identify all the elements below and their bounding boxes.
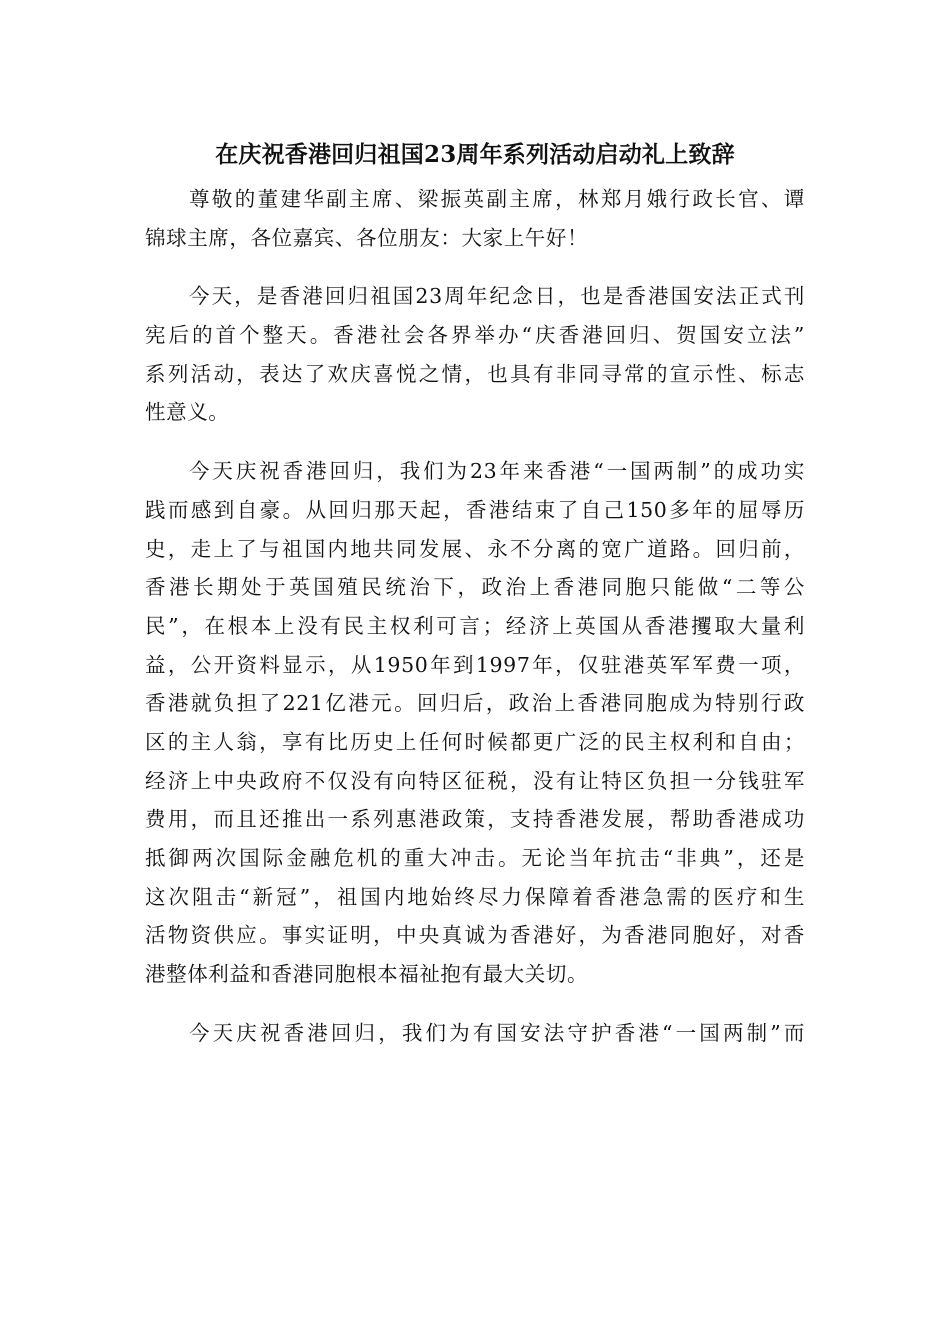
text-line: 经济上中央政府不仅没有向特区征税，没有让特区负担一分钱驻军 <box>145 768 805 793</box>
text-line: 港整体利益和香港同胞根本福祉抱有最大关切。 <box>145 962 589 987</box>
text-line: 践而感到自豪。从回归那天起，香港结束了自己150多年的屈辱历 <box>145 497 805 522</box>
text-line: 费用，而且还推出一系列惠港政策，支持香港发展，帮助香港成功 <box>145 807 805 832</box>
text-line: 系列活动，表达了欢庆喜悦之情，也具有非同寻常的宣示性、标志 <box>145 361 805 386</box>
text-line: 今天，是香港回归祖国23周年纪念日，也是香港国安法正式刊 <box>189 284 805 309</box>
paragraph-security-law <box>145 1014 805 1053</box>
text-line: 益，公开资料显示，从1950年到1997年，仅驻港英军军费一项， <box>145 652 805 677</box>
text-line: 民”，在根本上没有民主权利可言；经济上英国从香港攫取大量利 <box>145 613 805 638</box>
text-line: 锦球主席，各位嘉宾、各位朋友：大家上午好！ <box>145 225 589 250</box>
text-line: 活物资供应。事实证明，中央真诚为香港好，为香港同胞好，对香 <box>145 923 805 948</box>
text-line: 宪后的首个整天。香港社会各界举办“庆香港回归、贺国安立法” <box>145 323 805 348</box>
text-line: 性意义。 <box>145 400 230 425</box>
text-line: 香港就负担了221亿港元。回归后，政治上香港同胞成为特别行政 <box>145 691 805 716</box>
text-line: 这次阻击“新冠”，祖国内地始终尽力保障着香港急需的医疗和生 <box>145 884 805 909</box>
document-body <box>145 180 805 1072</box>
text-line: 尊敬的董建华副主席、梁振英副主席，林郑月娥行政长官、谭 <box>189 187 805 211</box>
text-line: 史，走上了与祖国内地共同发展、永不分离的宽广道路。回归前， <box>145 536 805 561</box>
paragraph-anniversary <box>145 277 805 432</box>
paragraph-pride <box>145 452 805 994</box>
text-line: 抵御两次国际金融危机的重大冲击。无论当年抗击“非典”，还是 <box>145 846 805 870</box>
text-line: 今天庆祝香港回归，我们为23年来香港“一国两制”的成功实 <box>189 459 805 484</box>
text-line: 今天庆祝香港回归，我们为有国安法守护香港“一国两制”而 <box>189 1020 805 1045</box>
text-line: 区的主人翁，享有比历史上任何时候都更广泛的民主权利和自由； <box>145 729 805 754</box>
text-line: 香港长期处于英国殖民统治下，政治上香港同胞只能做“二等公 <box>145 575 805 600</box>
paragraph-greeting <box>145 180 805 257</box>
document-title: 在庆祝香港回归祖国23周年系列活动启动礼上致辞 <box>215 141 735 168</box>
